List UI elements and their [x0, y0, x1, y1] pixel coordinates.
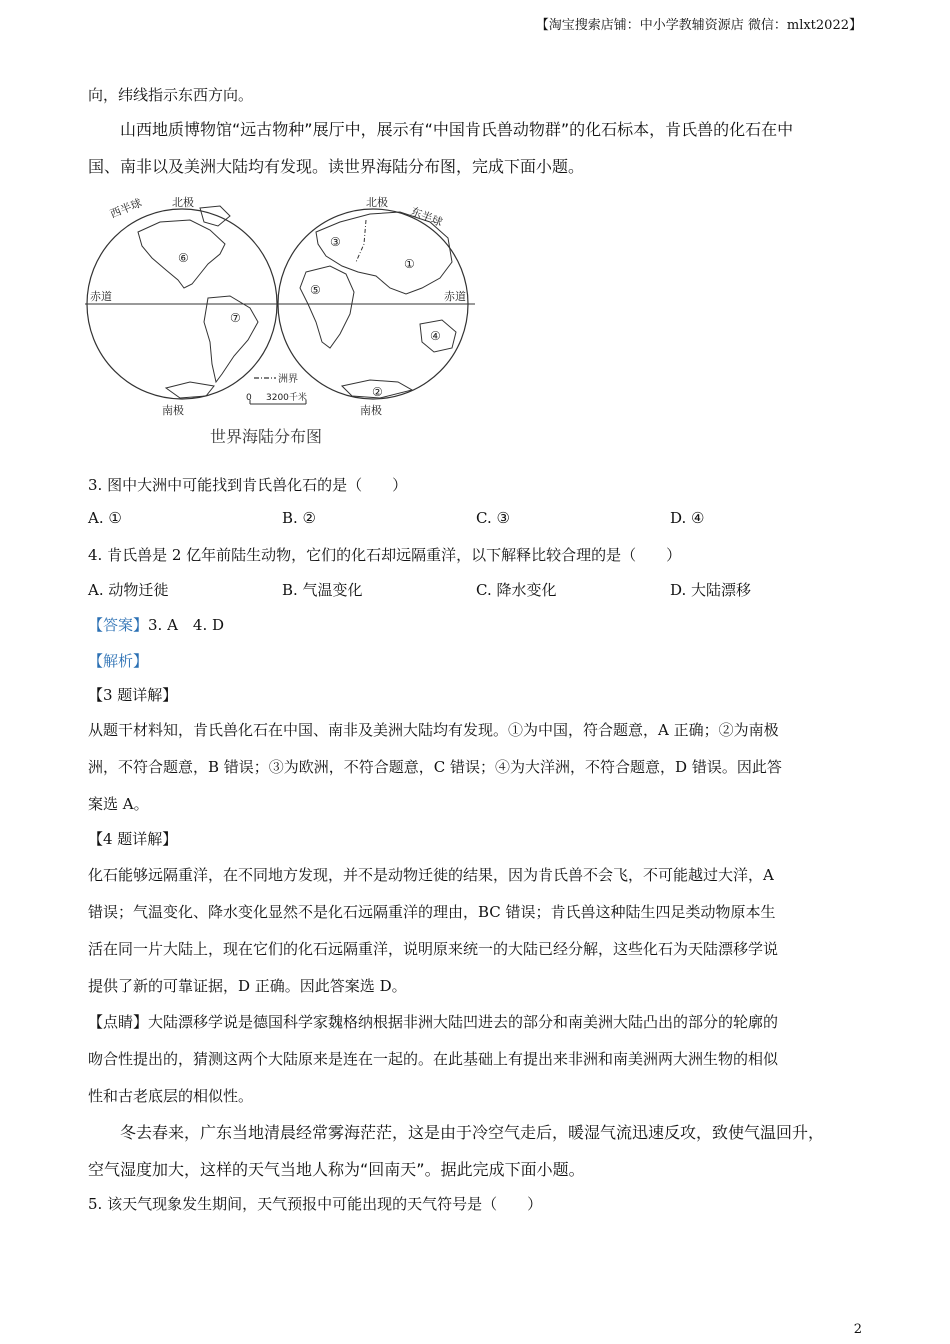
- answer-text: 3. A 4. D: [148, 616, 225, 634]
- q5-stem: 5. 该天气现象发生期间，天气预报中可能出现的天气符号是（ ）: [88, 1195, 543, 1213]
- q4-option-c: C. 降水变化: [476, 581, 557, 599]
- tip-line1: [88, 1011, 778, 1032]
- q4-detail-line4: 提供了新的可靠证据，D 正确。因此答案选 D。: [88, 977, 407, 995]
- q3-option-b: B. ②: [282, 509, 317, 527]
- world-map-figure: [80, 192, 480, 452]
- marker-7: ⑦: [230, 311, 241, 325]
- africa-outline: [300, 266, 354, 348]
- q4-option-a: A. 动物迁徙: [88, 581, 169, 599]
- q3-option-a: A. ①: [88, 509, 122, 527]
- passage2-line2: 空气湿度加大，这样的天气当地人称为“回南天”。据此完成下面小题。: [88, 1160, 585, 1179]
- intro-line: 向，纬线指示东西方向。: [88, 86, 254, 104]
- marker-6: ⑥: [178, 251, 189, 265]
- q4-detail-line2: 错误；气温变化、降水变化显然不是化石远隔重洋的理由，BC 错误；肯氏兽这种陆生四足类动物原本生: [88, 903, 776, 921]
- q3-detail-label: 【3 题详解】: [88, 686, 178, 704]
- south-pole-label-east: 南极: [360, 404, 382, 417]
- tip-text-1: 大陆漂移学说是德国科学家魏格纳根据非洲大陆凹进去的部分和南美洲大陆凸出的部分的轮廓的: [148, 1013, 779, 1031]
- q3-stem: 3. 图中大洲中可能找到肯氏兽化石的是（ ）: [88, 476, 408, 494]
- marker-4: ④: [430, 329, 441, 343]
- q4-detail-line3: 活在同一片大陆上，现在它们的化石远隔重洋，说明原来统一的大陆已经分解，这些化石为天陆漂移学说: [88, 940, 779, 958]
- answer-label: 【答案】: [88, 616, 149, 634]
- south-america-outline: [204, 296, 258, 382]
- scale-value-label: 3200千米: [266, 393, 307, 403]
- marker-3: ③: [330, 235, 341, 249]
- q4-detail-label: 【4 题详解】: [88, 830, 178, 848]
- tip-label: 【点睛】: [88, 1013, 149, 1031]
- south-pole-label-west: 南极: [162, 404, 184, 417]
- q4-option-d: D. 大陆漂移: [670, 581, 752, 599]
- passage2-line1: 冬去春来，广东当地清晨经常雾海茫茫，这是由于冷空气走后，暖湿气流迅速反攻，致使气温回升，: [120, 1123, 825, 1142]
- antarctica-west-outline: [166, 382, 214, 398]
- marker-5: ⑤: [310, 283, 321, 297]
- answer-line: [88, 614, 224, 635]
- q3-detail-line3: 案选 A。: [88, 795, 149, 813]
- passage1-line1: 山西地质博物馆“远古物种”展厅中，展示有“中国肯氏兽动物群”的化石标本，肯氏兽的化石在中: [120, 120, 794, 139]
- q3-option-c: C. ③: [476, 509, 510, 527]
- q4-option-b: B. 气温变化: [282, 581, 363, 599]
- page-header: 【淘宝搜索店铺：中小学教辅资源店 微信：mlxt2022】: [535, 18, 862, 33]
- q3-detail-line2: 洲，不符合题意，B 错误；③为欧洲，不符合题意，C 错误；④为大洋洲，不符合题意，D 错误。因此答: [88, 758, 782, 776]
- q4-detail-line1: 化石能够远隔重洋，在不同地方发现，并不是动物迁徙的结果，因为肯氏兽不会飞，不可能越过大洋，A: [88, 866, 774, 884]
- equator-label-west: 赤道: [90, 290, 112, 303]
- world-map: [80, 192, 480, 452]
- tip-line2: 吻合性提出的，猜测这两个大陆原来是连在一起的。在此基础上有提出来非洲和南美洲两大洲生物的相似: [88, 1050, 779, 1068]
- continent-boundary: [356, 220, 366, 262]
- analysis-label: 【解析】: [88, 652, 149, 670]
- north-pole-label-east: 北极: [366, 196, 388, 209]
- west-hemisphere-label: 西半球: [108, 196, 144, 221]
- marker-2: ②: [372, 385, 383, 399]
- greenland-outline: [200, 206, 230, 226]
- marker-1: ①: [404, 257, 415, 271]
- scale-zero-label: 0: [246, 393, 252, 403]
- page-number: 2: [853, 1322, 862, 1337]
- tip-line3: 性和古老底层的相似性。: [88, 1087, 254, 1105]
- north-pole-label-west: 北极: [172, 196, 194, 209]
- q3-detail-line1: 从题干材料知，肯氏兽化石在中国、南非及美洲大陆均有发现。①为中国，符合题意，A 正确；②为南极: [88, 721, 779, 739]
- legend-boundary-label: 洲界: [278, 374, 298, 385]
- map-caption: 世界海陆分布图: [210, 427, 323, 446]
- passage1-line2: 国、南非以及美洲大陆均有发现。读世界海陆分布图，完成下面小题。: [88, 157, 585, 176]
- equator-label-east: 赤道: [444, 290, 466, 303]
- q3-option-d: D. ④: [670, 509, 705, 527]
- q4-stem: 4. 肯氏兽是 2 亿年前陆生动物，它们的化石却远隔重洋，以下解释比较合理的是（ ）: [88, 546, 682, 564]
- east-hemisphere-label: 东半球: [408, 204, 445, 230]
